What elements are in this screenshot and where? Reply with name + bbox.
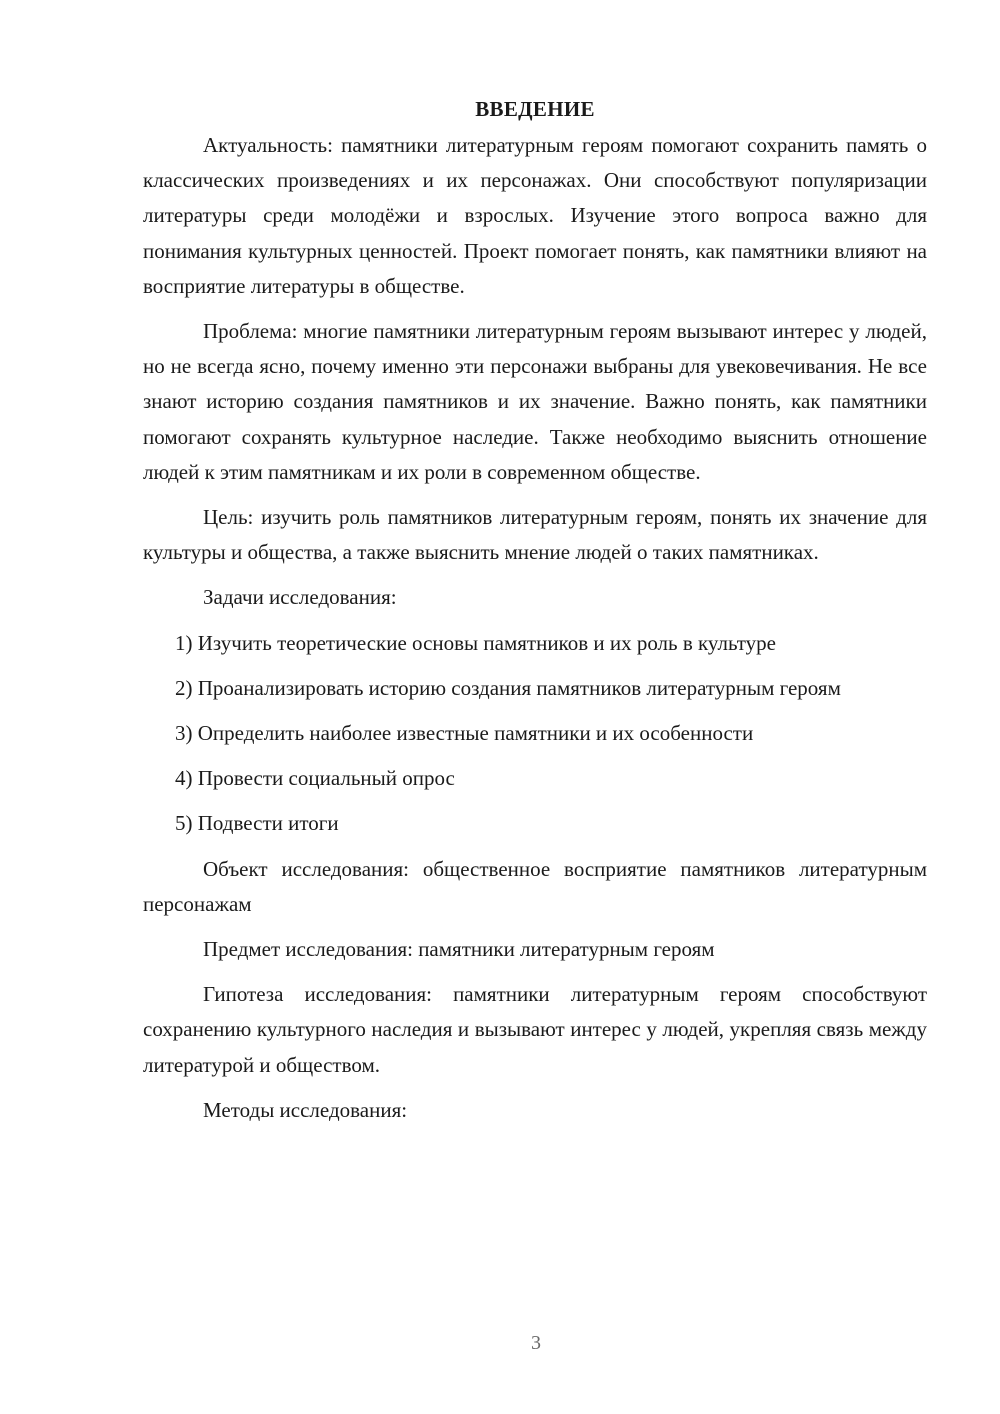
task-item-1: 1) Изучить теоретические основы памятников и их роль в культуре — [175, 630, 776, 655]
problem-paragraph: Проблема: многие памятники литературным героям вызывают интерес у людей, но не всегда ясно, почему именно эти персонажи выбраны для увековечивания. Не все знают историю создания памятников и их значение. Важно понять, как памятники помогают сохранять культурное наследие. Также необходимо выяснить отношение людей к этим памятникам и их роли в современном обществе. — [143, 319, 927, 484]
document-page — [143, 92, 927, 1138]
hypothesis-paragraph: Гипотеза исследования: памятники литературным героям способствуют сохранению культурного наследия и вызывают интерес у людей, укрепляя связь между литературой и обществом. — [143, 982, 927, 1077]
page-title: ВВЕДЕНИЕ — [475, 97, 595, 121]
task-item-2: 2) Проанализировать историю создания памятников литературным героям — [175, 675, 841, 700]
methods-paragraph: Методы исследования: — [203, 1097, 408, 1122]
subject-paragraph: Предмет исследования: памятники литературным героям — [203, 937, 715, 962]
object-paragraph: Объект исследования: общественное восприятие памятников литературным персонажам — [143, 856, 927, 916]
relevance-paragraph: Актуальность: памятники литературным героям помогают сохранить память о классических произведениях и их персонажах. Они способствуют популяризации литературы среди молодёжи и взрослых. Изучение этого вопроса важно для понимания культурных ценностей. Проект помогает понять, как памятники влияют на восприятие литературы в обществе. — [143, 133, 927, 298]
task-item-4: 4) Провести социальный опрос — [175, 766, 455, 791]
task-item-5: 5) Подвести итоги — [175, 811, 339, 836]
task-item-3: 3) Определить наиболее известные памятники и их особенности — [175, 721, 754, 746]
goal-paragraph: Цель: изучить роль памятников литературным героям, понять их значение для культуры и общества, а также выяснить мнение людей о таких памятниках. — [143, 505, 927, 565]
tasks-heading: Задачи исследования: — [203, 585, 397, 610]
page-number: 3 — [531, 1332, 541, 1354]
